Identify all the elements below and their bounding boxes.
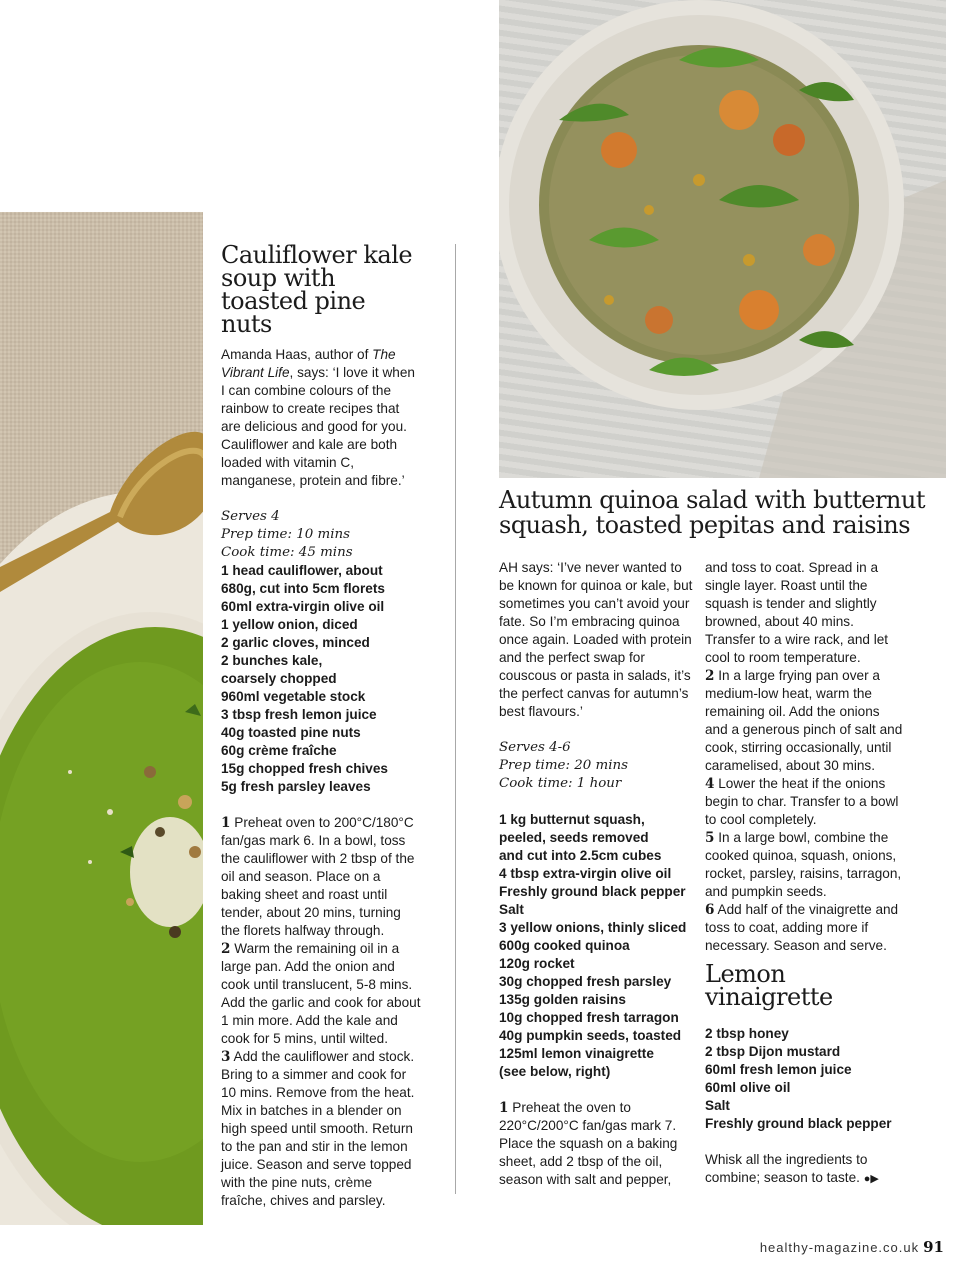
vinaigrette-method: Whisk all the ingredients to combine; season to taste. ●▶ [705, 1152, 879, 1185]
method-step: 5 In a large bowl, combine the cooked quinoa, squash, onions, rocket, parsley, raisins, tarragon, and pumpkin seeds. [705, 830, 902, 899]
ingredient: 2 tbsp Dijon mustard [705, 1044, 841, 1059]
method-step: 6 Add half of the vinaigrette and toss to coat, adding more if necessary. Season and serve. [705, 902, 899, 953]
ingredient: 1 head cauliflower, about [221, 563, 383, 578]
method-step: 2 In a large frying pan over a medium-low heat, warm the remaining oil. Add the onions and a generous pinch of salt and cook, stirring occasionally, until caramelised, about 30 mins. [705, 668, 903, 773]
method-step-continued: and toss to coat. Spread in a single layer. Roast until the squash is tender and slightly browned, about 40 mins. Transfer to a wire rack, and let cool to room temperature. [705, 560, 889, 665]
soup-photo [0, 212, 203, 1225]
page-footer [760, 1238, 944, 1256]
salad-photo [499, 0, 946, 478]
cook-time: Cook time: 1 hour [499, 776, 622, 791]
ingredient: 2 garlic cloves, minced [221, 635, 370, 650]
ingredient: 120g rocket [499, 956, 575, 971]
prep-time: Prep time: 10 mins [221, 527, 350, 542]
ingredient: Salt [705, 1098, 730, 1113]
ingredient: 40g toasted pine nuts [221, 725, 361, 740]
ingredient: 40g pumpkin seeds, toasted [499, 1028, 682, 1043]
method-step: 1 Preheat oven to 200°C/180°C fan/gas mark 6. In a bowl, toss the cauliflower with 2 tbsp of the oil and season. Place on a baking sheet and roast until tender, about 20 mins, turning the florets halfway through. [221, 815, 415, 938]
ingredient: Freshly ground black pepper [705, 1116, 892, 1131]
ingredient: 600g cooked quinoa [499, 938, 630, 953]
ingredient: 1 kg butternut squash, [499, 812, 645, 827]
recipe-intro: AH says: ‘I’ve never wanted to be known for quinoa or kale, but sometimes you can’t avoid your fate. So I’m embracing quinoa once again. Loaded with protein and the perfect swap for couscous or pasta in salads, it’s the perfect canvas for autumn’s best flavours.’ [499, 560, 693, 719]
ingredient-list [499, 811, 697, 1081]
method-step: 3 Add the cauliflower and stock. Bring to a simmer and cook for 10 mins. Remove from the heat. Mix in batches in a blender on high speed until smooth. Return to the pan and stir in the lemon juice. Season and serve topped with the pine nuts, crème fraîche, chives and parsley. [221, 1049, 415, 1208]
recipe-salad [499, 559, 697, 1189]
method-step: 4 Lower the heat if the onions begin to char. Transfer to a bowl to cool completely. [705, 776, 899, 827]
ingredient: 5g fresh parsley leaves [221, 779, 371, 794]
ingredient: 60ml fresh lemon juice [705, 1062, 852, 1077]
ingredient: 60ml extra-virgin olive oil [221, 599, 385, 614]
method-step: 2 Warm the remaining oil in a large pan. Add the onion and cook until translucent, 5-8 mins. Add the garlic and cook for about 1 min more. Add the kale and cook for 5 mins, until wilted. [221, 941, 421, 1046]
ingredient: 30g chopped fresh parsley [499, 974, 672, 989]
ingredient: 15g chopped fresh chives [221, 761, 388, 776]
cook-time: Cook time: 45 mins [221, 545, 353, 560]
vinaigrette-title: Lemon vinaigrette [705, 960, 833, 1011]
ingredient-list [705, 1025, 905, 1133]
page-number: 91 [923, 1238, 944, 1256]
ingredient-list [221, 562, 421, 796]
ingredient: Salt [499, 902, 524, 917]
ingredient: 3 yellow onions, thinly sliced [499, 920, 687, 935]
ingredient: coarsely chopped [221, 671, 337, 686]
ingredient: 135g golden raisins [499, 992, 626, 1007]
ingredient: 10g chopped fresh tarragon [499, 1010, 679, 1025]
ingredient: (see below, right) [499, 1064, 611, 1079]
ingredient: and cut into 2.5cm cubes [499, 848, 662, 863]
serves: Serves 4-6 [499, 740, 571, 755]
ingredient: 680g, cut into 5cm florets [221, 581, 385, 596]
recipe-intro: Amanda Haas, author of The Vibrant Life, says: ‘I love it when I can combine colours of the rainbow to create recipes that are delicious and good for you. Cauliflower and kale are both loaded with vitamin C, manganese, protein and fibre.’ [221, 347, 415, 488]
ingredient: 4 tbsp extra-virgin olive oil [499, 866, 672, 881]
recipe-title: Autumn quinoa salad with butternut squash, toasted pepitas and raisins [499, 486, 925, 539]
ingredient: 960ml vegetable stock [221, 689, 366, 704]
ingredient: Freshly ground black pepper [499, 884, 686, 899]
ingredient: peeled, seeds removed [499, 830, 649, 845]
column-divider [455, 244, 456, 1194]
soup-illustration [0, 212, 203, 1225]
ingredient: 125ml lemon vinaigrette [499, 1046, 654, 1061]
method-step: 1 Preheat the oven to 220°C/200°C fan/gas mark 7. Place the squash on a baking sheet, add 2 tbsp of the oil, season with salt and pepper, [499, 1100, 678, 1187]
serves: Serves 4 [221, 509, 280, 524]
recipe-soup [221, 241, 421, 1210]
site-url: healthy-magazine.co.uk [759, 1240, 920, 1255]
ingredient: 3 tbsp fresh lemon juice [221, 707, 377, 722]
salad-illustration [499, 0, 946, 478]
ingredient: 2 bunches kale, [221, 653, 323, 668]
recipe-title: Cauliflower kale soup with toasted pine nuts [221, 241, 413, 338]
recipe-salad-method [705, 559, 905, 1188]
ingredient: 60g crème fraîche [221, 743, 337, 758]
ingredient: 60ml olive oil [705, 1080, 791, 1095]
ingredient: 1 yellow onion, diced [221, 617, 358, 632]
end-mark-icon: ●▶ [863, 1173, 879, 1185]
ingredient: 2 tbsp honey [705, 1026, 789, 1041]
prep-time: Prep time: 20 mins [499, 758, 628, 773]
